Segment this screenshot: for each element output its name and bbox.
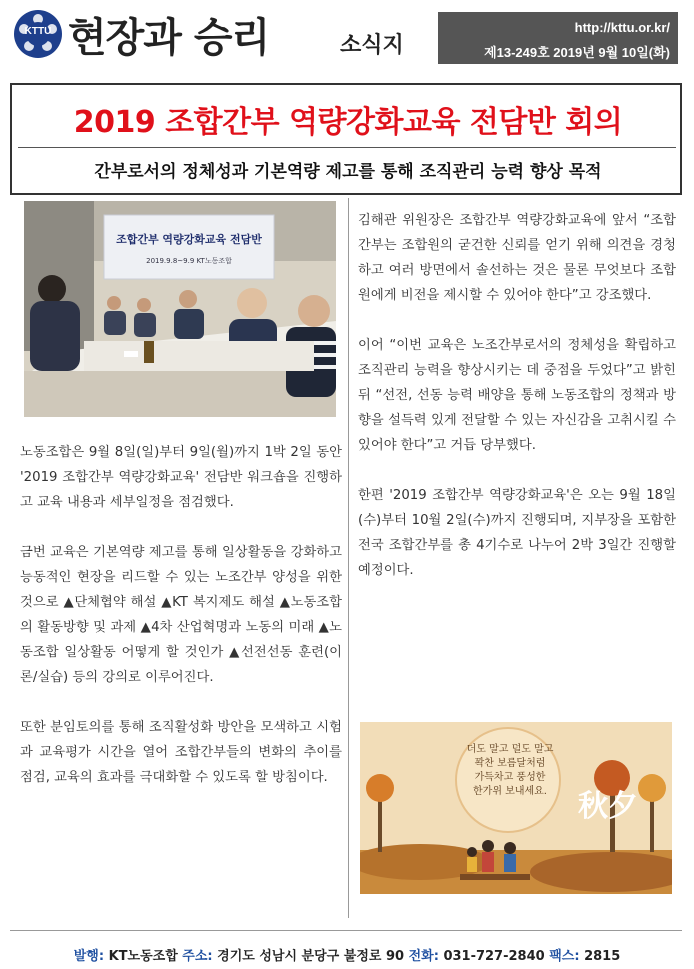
chuseok-greeting-image bbox=[360, 722, 672, 894]
article-right-column bbox=[358, 208, 676, 608]
chuseok-chars: 秋夕 bbox=[578, 789, 638, 824]
issue-box bbox=[438, 12, 678, 64]
publisher: KT노동조합 bbox=[108, 949, 178, 964]
meeting-photo bbox=[24, 201, 336, 417]
article-left-column bbox=[20, 440, 342, 815]
paragraph: 또한 분임토의를 통해 조직활성화 방안을 모색하고 시험과 교육평가 시간을 열어 조합간부들의 변화의 추이를 점검, 교육의 효과를 극대화할 수 있도록 할 방침이다. bbox=[20, 720, 342, 785]
column-divider bbox=[348, 198, 349, 918]
meeting-illustration bbox=[24, 201, 336, 417]
photo-banner-date: 2019.9.8~9.9 KT노동조합 bbox=[146, 257, 232, 265]
logo-text: KTTU bbox=[24, 26, 52, 37]
footer bbox=[0, 945, 694, 964]
footer-divider bbox=[10, 930, 682, 931]
website-url[interactable]: http://kttu.or.kr/ bbox=[574, 20, 670, 35]
fax: 2815 bbox=[584, 949, 621, 964]
headline-divider bbox=[18, 147, 676, 148]
issue-number-date: 제13-249호 2019년 9월 10일(화) bbox=[484, 45, 670, 60]
paragraph: 금번 교육은 기본역량 제고를 통해 일상활동을 강화하고 능동적인 현장을 리드할 수 있는 노조간부 양성을 위한 것으로 ▲단체협약 해설 ▲KT 복지제도 해설 ▲노동조합의 활동방향 및 과제 ▲4차 산업혁명과 노동의 미래 ▲노동조합 일상활동 어떻게 할 것인가 ▲선전선동 훈련(이론/실습) 등의 강의로 이루어진다. bbox=[20, 545, 342, 685]
subheadline: 간부로서의 정체성과 기본역량 제고를 통해 조직관리 능력 향상 목적 bbox=[94, 162, 602, 182]
newsletter-title: 현장과 승리 bbox=[68, 14, 270, 61]
headline: 2019 조합간부 역량강화교육 전담반 회의 bbox=[73, 105, 623, 140]
fax-label: 팩스: bbox=[549, 949, 580, 964]
paragraph: 김해관 위원장은 조합간부 역량강화교육에 앞서 “조합간부는 조합원의 굳건한 신뢰를 얻기 위해 의견을 경청하고 여러 방면에서 솔선하는 것은 물론 무엇보다 조합원에게 비전을 제시할 수 있어야 한다”고 강조했다. bbox=[358, 213, 676, 303]
newsletter-subtitle: 소식지 bbox=[340, 33, 404, 58]
greeting-line-2: 꽉찬 보름달처럼 bbox=[474, 758, 546, 769]
union-logo bbox=[14, 10, 62, 58]
photo-banner-title: 조합간부 역량강화교육 전담반 bbox=[116, 233, 262, 246]
address: 경기도 성남시 분당구 불정로 90 bbox=[217, 949, 405, 964]
greeting-line-3: 가득차고 풍성한 bbox=[474, 772, 546, 783]
paragraph: 한편 '2019 조합간부 역량강화교육'은 오는 9월 18일(수)부터 10월 2일(수)까지 진행되며, 지부장을 포함한 전국 조합간부를 총 4기수로 나누어 2박 3일간 진행할 예정이다. bbox=[358, 488, 676, 578]
chuseok-illustration bbox=[360, 722, 672, 894]
headline-box bbox=[10, 83, 682, 195]
phone-label: 전화: bbox=[408, 949, 439, 964]
greeting-line-4: 한가위 보내세요. bbox=[473, 786, 547, 797]
phone: 031-727-2840 bbox=[443, 949, 545, 964]
address-label: 주소: bbox=[182, 949, 213, 964]
paragraph: 노동조합은 9월 8일(일)부터 9일(월)까지 1박 2일 동안 '2019 조합간부 역량강화교육' 전담반 워크숍을 진행하고 교육 내용과 세부일정을 점검했다. bbox=[20, 445, 342, 510]
publisher-label: 발행: bbox=[73, 949, 105, 964]
greeting-line-1: 더도 말고 덜도 말고 bbox=[466, 744, 554, 755]
paragraph: 이어 “이번 교육은 노조간부로서의 정체성을 확립하고 조직관리 능력을 향상시키는 데 중점을 두었다”고 밝힌 뒤 “선전, 선동 능력 배양을 통해 노동조합의 정책과 방향을 설득력 있게 전달할 수 있는 자신감을 고취시킬 수 있어야 한다”고 거듭 당부했다. bbox=[358, 338, 676, 453]
